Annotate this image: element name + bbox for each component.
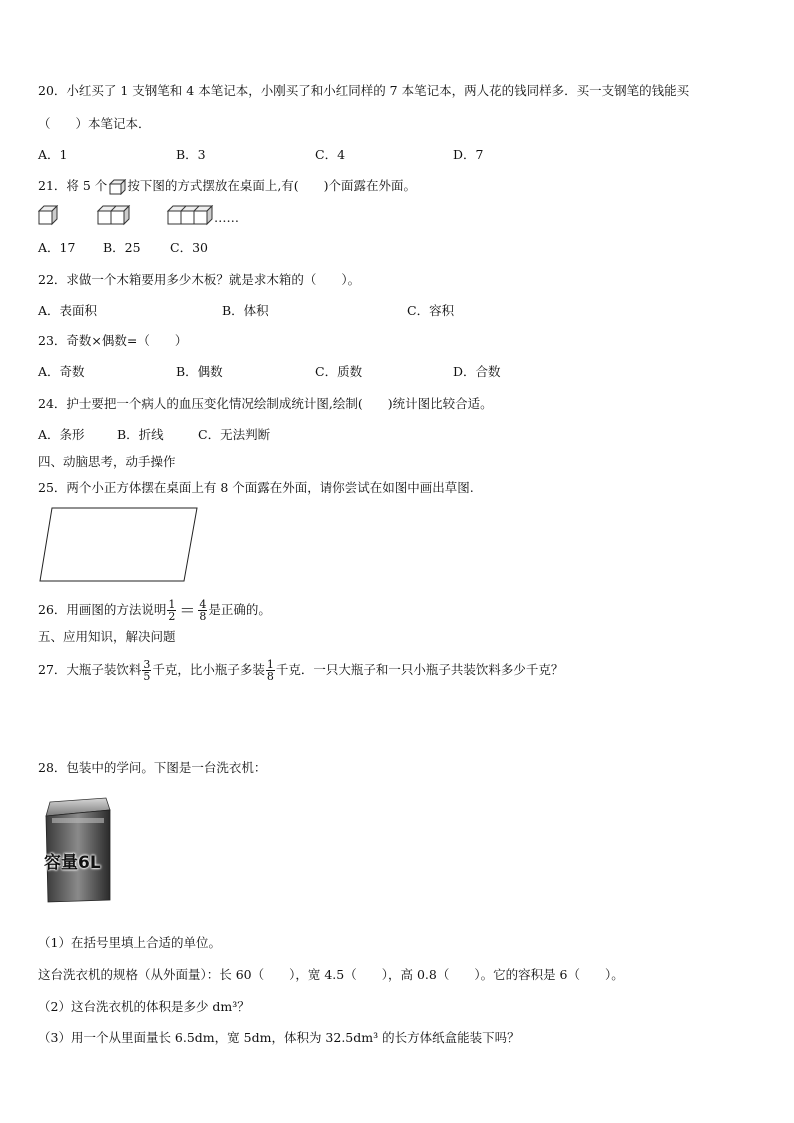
q26-fraction-2: $\frac{4}{8}$ <box>199 598 207 623</box>
q26-equals: ＝ <box>179 600 196 620</box>
q28-sub1-detail: 这台洗衣机的规格（从外面量）：长 60（ ），宽 4.5（ ），高 0.8（ ）。它的容积是 6（ ）。 <box>38 967 624 982</box>
q20-option-d[interactable]: D．7 <box>453 147 484 162</box>
q28-sub2: （2）这台洗衣机的体积是多少 dm³？ <box>38 999 250 1014</box>
q21-option-c[interactable]: C．30 <box>170 240 208 255</box>
washing-machine-label: 容量6L <box>44 853 101 873</box>
q24-text: 24．护士要把一个病人的血压变化情况绘制成统计图,绘制( )统计图比较合适。 <box>38 396 493 411</box>
cube-group-3 <box>168 206 212 224</box>
cube-icon <box>107 180 127 194</box>
q24-option-b[interactable]: B．折线 <box>117 427 164 442</box>
q24-option-c[interactable]: C．无法判断 <box>198 427 271 442</box>
cube-group-1 <box>39 206 57 224</box>
q26-suffix: 是正确的。 <box>208 602 271 617</box>
q20-text-line1: 20．小红买了 1 支钢笔和 4 本笔记本，小刚买了和小红同样的 7 本笔记本，两人花的钱同样多．买一支钢笔的钱能买 <box>38 83 690 98</box>
q20-text-line2: （ ）本笔记本． <box>38 116 151 131</box>
q23-option-d[interactable]: D．合数 <box>453 364 501 379</box>
q27-mid: 千克，比小瓶子多装 <box>152 662 265 677</box>
q21-suffix: 按下图的方式摆放在桌面上,有( )个面露在外面。 <box>127 178 417 193</box>
q20-option-a[interactable]: A．1 <box>38 147 68 162</box>
q22-text: 22．求做一个木箱要用多少木板？就是求木箱的（ ）。 <box>38 272 361 287</box>
q23-text: 23．奇数×偶数=（ ） <box>38 333 188 348</box>
q27-fraction-2: $\frac{1}{8}$ <box>266 658 274 683</box>
section-4-heading: 四、动脑思考，动手操作 <box>38 454 176 469</box>
q21-text <box>38 178 416 194</box>
q23-option-b[interactable]: B．偶数 <box>176 364 223 379</box>
q22-option-b[interactable]: B．体积 <box>222 303 269 318</box>
q20-option-b[interactable]: B．3 <box>176 147 206 162</box>
cube-group-2 <box>98 206 129 224</box>
section-5-heading: 五、应用知识，解决问题 <box>38 629 176 644</box>
parallelogram-drawing-area[interactable] <box>38 506 200 584</box>
q21-prefix: 21．将 5 个 <box>38 178 108 193</box>
q26-text <box>38 597 271 623</box>
q26-prefix: 26．用画图的方法说明 <box>38 602 167 617</box>
q20-option-c[interactable]: C．4 <box>315 147 346 162</box>
q25-text: 25．两个小正方体摆在桌面上有 8 个面露在外面，请你尝试在如图中画出草图. <box>38 480 474 495</box>
q24-option-a[interactable]: A．条形 <box>38 427 85 442</box>
q22-option-a[interactable]: A．表面积 <box>38 303 98 318</box>
q21-option-a[interactable]: A．17 <box>38 240 76 255</box>
q23-option-a[interactable]: A．奇数 <box>38 364 85 379</box>
q28-sub3: （3）用一个从里面量长 6.5dm，宽 5dm，体积为 32.5dm³ 的长方体纸盒能装下吗？ <box>38 1030 520 1045</box>
q23-option-c[interactable]: C．质数 <box>315 364 363 379</box>
q27-fraction-1: $\frac{3}{5}$ <box>143 658 151 683</box>
q27-prefix: 27．大瓶子装饮料 <box>38 662 142 677</box>
q21-option-b[interactable]: B．25 <box>103 240 141 255</box>
q26-fraction-1: $\frac{1}{2}$ <box>168 598 176 623</box>
q27-text <box>38 657 563 683</box>
q27-suffix: 千克．一只大瓶子和一只小瓶子共装饮料多少千克？ <box>275 662 564 677</box>
washing-machine-figure <box>42 796 112 904</box>
q22-option-c[interactable]: C．容积 <box>407 303 455 318</box>
q28-text: 28．包装中的学问。下图是一台洗衣机： <box>38 760 267 775</box>
q21-ellipsis: …… <box>214 210 239 225</box>
q28-sub1: （1）在括号里填上合适的单位。 <box>38 935 221 950</box>
